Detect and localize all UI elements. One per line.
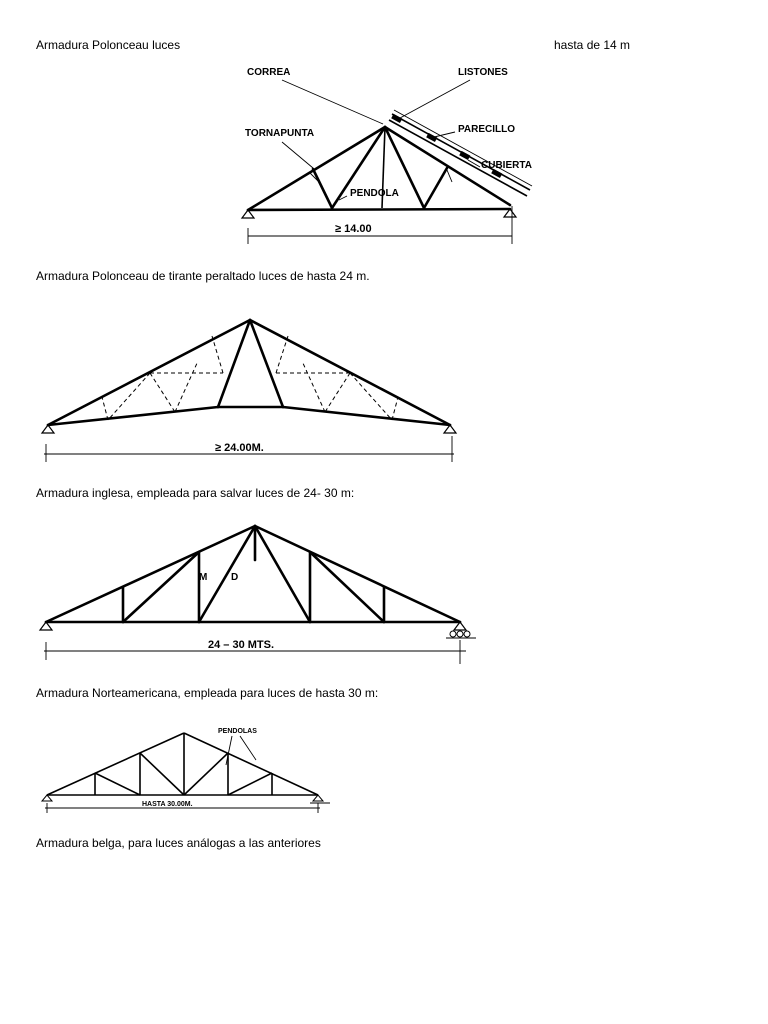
- label-parecillo: PARECILLO: [458, 124, 516, 135]
- truss-norteamericana: [47, 733, 318, 795]
- caption-polonceau-24: Armadura Polonceau de tirante peraltado luces de hasta 24 m.: [36, 269, 370, 283]
- label-member-d: D: [231, 572, 239, 583]
- label-span-14: ≥ 14.00: [335, 223, 372, 235]
- label-listones: LISTONES: [458, 67, 508, 78]
- leaders-fig4: [226, 736, 256, 765]
- caption-polonceau-14-span: hasta de 14 m: [554, 38, 631, 52]
- caption-polonceau-14: Armadura Polonceau luces: [36, 38, 181, 52]
- label-correa: CORREA: [247, 67, 291, 78]
- label-member-m: M: [199, 572, 208, 583]
- label-span-30: HASTA 30.00M.: [142, 801, 193, 808]
- label-span-24: ≥ 24.00M.: [215, 442, 264, 454]
- label-tornapunta: TORNAPUNTA: [245, 128, 315, 139]
- label-span-24-30: 24 – 30 MTS.: [208, 639, 275, 651]
- caption-norteamericana: Armadura Norteamericana, empleada para luces de hasta 30 m:: [36, 686, 379, 700]
- label-pendola: PENDOLA: [350, 188, 399, 199]
- caption-belga: Armadura belga, para luces análogas a las anteriores: [36, 836, 321, 850]
- label-cubierta: CUBIERTA: [481, 160, 532, 171]
- caption-inglesa: Armadura inglesa, empleada para salvar luces de 24- 30 m:: [36, 486, 355, 500]
- label-pendolas: PENDOLAS: [218, 728, 257, 735]
